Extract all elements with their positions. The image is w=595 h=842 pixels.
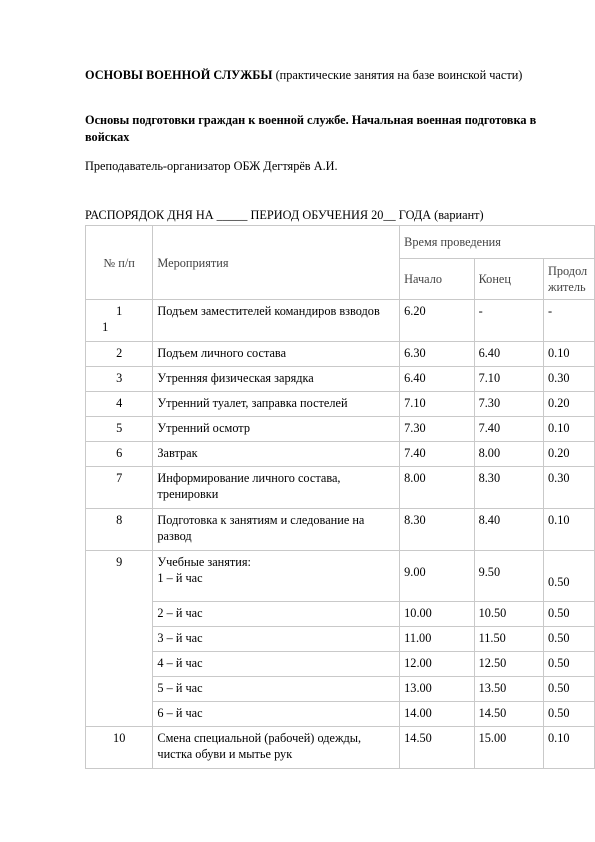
table-row bbox=[86, 342, 595, 367]
table-row-hour bbox=[86, 677, 595, 702]
row-end: 11.50 bbox=[474, 627, 543, 652]
row-end: - bbox=[474, 300, 543, 342]
row-end: 7.40 bbox=[474, 417, 543, 442]
row-start: 9.00 bbox=[400, 551, 474, 602]
row-end: 15.00 bbox=[474, 727, 543, 769]
row-start: 7.30 bbox=[400, 417, 474, 442]
row-start: 10.00 bbox=[400, 602, 474, 627]
row-duration: 0.50 bbox=[543, 702, 594, 727]
row-duration: 0.50 bbox=[543, 551, 594, 602]
row-event: Подъем заместителей командиров взводов bbox=[153, 300, 400, 342]
row-start: 8.30 bbox=[400, 509, 474, 551]
table-row bbox=[86, 727, 595, 769]
row-start: 11.00 bbox=[400, 627, 474, 652]
row-event: Подготовка к занятиям и следование на развод bbox=[153, 509, 400, 551]
row-end: 14.50 bbox=[474, 702, 543, 727]
header-event: Мероприятия bbox=[153, 226, 400, 300]
table-row-hour bbox=[86, 702, 595, 727]
row-event: Утренний осмотр bbox=[153, 417, 400, 442]
row-duration: 0.30 bbox=[543, 467, 594, 509]
row-event: Подъем личного состава bbox=[153, 342, 400, 367]
row-start: 6.40 bbox=[400, 367, 474, 392]
table-row bbox=[86, 300, 595, 342]
row-end: 7.30 bbox=[474, 392, 543, 417]
row-duration: 0.10 bbox=[543, 342, 594, 367]
row-duration: 0.20 bbox=[543, 392, 594, 417]
row-duration: 0.30 bbox=[543, 367, 594, 392]
row-end: 8.00 bbox=[474, 442, 543, 467]
course-title-bold: ОСНОВЫ ВОЕННОЙ СЛУЖБЫ bbox=[85, 68, 273, 82]
row-duration: - bbox=[543, 300, 594, 342]
row-duration: 0.50 bbox=[543, 652, 594, 677]
row-num: 5 bbox=[86, 417, 153, 442]
row-start: 7.40 bbox=[400, 442, 474, 467]
table-row bbox=[86, 509, 595, 551]
row-start: 7.10 bbox=[400, 392, 474, 417]
row-event: 3 – й час bbox=[153, 627, 400, 652]
row-event: Утренний туалет, заправка постелей bbox=[153, 392, 400, 417]
row-event: Информирование личного состава, тренировки bbox=[153, 467, 400, 509]
row-num: 8 bbox=[86, 509, 153, 551]
table-row bbox=[86, 392, 595, 417]
row-num: 9 bbox=[86, 551, 153, 727]
row-end: 6.40 bbox=[474, 342, 543, 367]
row-duration: 0.10 bbox=[543, 417, 594, 442]
table-row bbox=[86, 442, 595, 467]
schedule-title: РАСПОРЯДОК ДНЯ НА _____ ПЕРИОД ОБУЧЕНИЯ 20__ ГОДА (вариант) bbox=[85, 208, 484, 222]
row-start: 6.20 bbox=[400, 300, 474, 342]
row-duration: 0.20 bbox=[543, 442, 594, 467]
row-event: 4 – й час bbox=[153, 652, 400, 677]
header-time: Время проведения bbox=[400, 226, 595, 259]
row-num: 2 bbox=[86, 342, 153, 367]
table-row-training bbox=[86, 551, 595, 602]
row-end: 7.10 bbox=[474, 367, 543, 392]
row-start: 14.50 bbox=[400, 727, 474, 769]
header-num: № п/п bbox=[86, 226, 153, 300]
course-title bbox=[85, 67, 545, 84]
course-title-rest: (практические занятия на базе воинской части) bbox=[272, 68, 523, 82]
row-end: 13.50 bbox=[474, 677, 543, 702]
row-duration: 0.50 bbox=[543, 677, 594, 702]
row-start: 8.00 bbox=[400, 467, 474, 509]
table-row bbox=[86, 467, 595, 509]
schedule-table bbox=[85, 225, 595, 769]
row-num: 3 bbox=[86, 367, 153, 392]
row-num: 6 bbox=[86, 442, 153, 467]
row-start: 6.30 bbox=[400, 342, 474, 367]
header-row bbox=[86, 226, 595, 259]
header-duration: Продолжитель bbox=[543, 259, 594, 300]
table-row bbox=[86, 367, 595, 392]
header-start: Начало bbox=[400, 259, 474, 300]
table-row bbox=[86, 417, 595, 442]
row-num: 10 bbox=[86, 727, 153, 769]
row-start: 12.00 bbox=[400, 652, 474, 677]
row-event: 5 – й час bbox=[153, 677, 400, 702]
row-end: 9.50 bbox=[474, 551, 543, 602]
row-duration: 0.50 bbox=[543, 627, 594, 652]
row-end: 8.30 bbox=[474, 467, 543, 509]
row-num: 4 bbox=[86, 392, 153, 417]
row-duration: 0.50 bbox=[543, 602, 594, 627]
row-start: 14.00 bbox=[400, 702, 474, 727]
header-end: Конец bbox=[474, 259, 543, 300]
row-num: 1 1 bbox=[86, 300, 153, 342]
row-event: Утренняя физическая зарядка bbox=[153, 367, 400, 392]
row-duration: 0.10 bbox=[543, 509, 594, 551]
row-event: Смена специальной (рабочей) одежды, чистка обуви и мытье рук bbox=[153, 727, 400, 769]
teacher-line: Преподаватель-организатор ОБЖ Дегтярёв А.И. bbox=[85, 159, 338, 173]
row-event: Учебные занятия: 1 – й час bbox=[153, 551, 400, 602]
row-start: 13.00 bbox=[400, 677, 474, 702]
row-end: 8.40 bbox=[474, 509, 543, 551]
table-row-hour bbox=[86, 602, 595, 627]
section-subtitle: Основы подготовки граждан к военной службе. Начальная военная подготовка в войсках bbox=[85, 113, 537, 144]
row-end: 10.50 bbox=[474, 602, 543, 627]
row-event: Завтрак bbox=[153, 442, 400, 467]
row-event: 6 – й час bbox=[153, 702, 400, 727]
row-end: 12.50 bbox=[474, 652, 543, 677]
row-duration: 0.10 bbox=[543, 727, 594, 769]
row-event: 2 – й час bbox=[153, 602, 400, 627]
table-row-hour bbox=[86, 627, 595, 652]
row-num: 7 bbox=[86, 467, 153, 509]
table-row-hour bbox=[86, 652, 595, 677]
